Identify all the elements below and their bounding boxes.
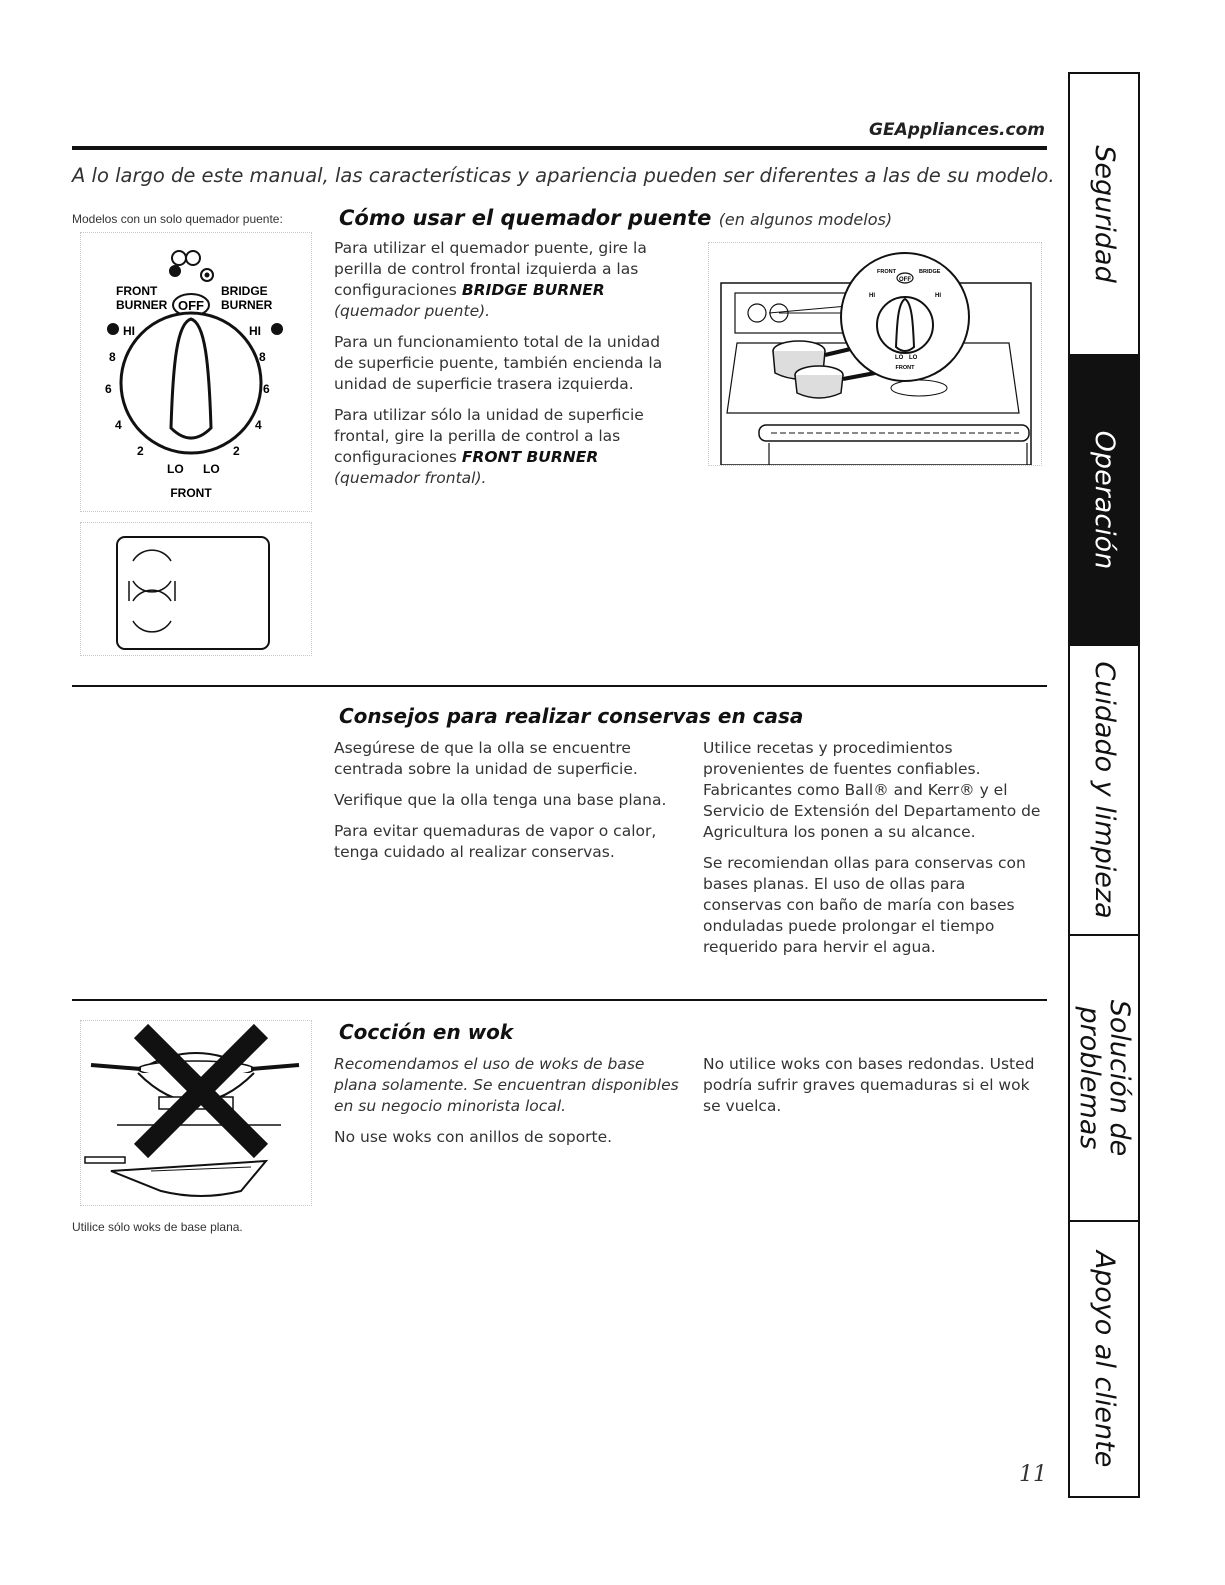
svg-text:LO: LO [909, 355, 918, 361]
bridge-section-text: Para utilizar el quemador puente, gire la perilla de control frontal izquierda a las configuraciones BRIDGE BURNER (quemador puente). Para un funcionamiento total de la unidad de superficie puente, también encienda la unidad de superficie trasera izquierda. Para utilizar sólo la unidad de superficie frontal, gire la perilla de control a las configuraciones FRONT BURNER (quemador frontal). [334, 239, 663, 487]
svg-text:LO: LO [895, 355, 904, 361]
tab-label: Seguridad [1089, 145, 1120, 283]
tab-cuidado-y-limpieza[interactable] [1070, 646, 1138, 936]
svg-text:4: 4 [115, 418, 122, 432]
section-rule-1 [72, 685, 1047, 687]
page-subtitle: A lo largo de este manual, las características y apariencia pueden ser diferentes a las de su modelo. [72, 164, 1055, 187]
svg-text:4: 4 [255, 418, 262, 432]
svg-text:FRONT: FRONT [895, 365, 915, 371]
section-rule-2 [72, 999, 1047, 1001]
page-number: 11 [1019, 1462, 1047, 1487]
svg-text:BRIDGE: BRIDGE [919, 269, 941, 275]
canning-right-text: Utilice recetas y procedimientos provenientes de fuentes confiables. Fabricantes como Ball® and Kerr® y el Servicio de Extensión del Departamento de Agricultura los ponen a su alcance. Se recomiendan ollas para conservas con bases planas. El uso de ollas para conservas con baño de maría con bases onduladas puede prolongar el tiempo requerido para hervir el agua. [703, 739, 1041, 956]
bridge-section-title: Cómo usar el quemador puente (en algunos modelos) [339, 206, 893, 230]
svg-text:2: 2 [137, 444, 144, 458]
knob-diagram [80, 232, 312, 512]
bridge-burner-label: BRIDGE [221, 284, 268, 298]
bridge-burner-layout-diagram [80, 522, 312, 656]
tab-label: Cuidado y limpieza [1089, 661, 1120, 919]
tab-label: Operación [1089, 430, 1120, 570]
site-url: GEAppliances.com [869, 120, 1045, 140]
svg-text:8: 8 [259, 350, 266, 364]
wok-figure-caption: Utilice sólo woks de base plana. [72, 1220, 243, 1234]
svg-text:8: 8 [109, 350, 116, 364]
canning-section-title: Consejos para realizar conservas en casa [339, 704, 804, 728]
tab-solucion-de-problemas[interactable] [1070, 936, 1138, 1222]
tab-label: Solución de problemas [1074, 999, 1135, 1157]
section-tabs [1068, 72, 1140, 1498]
svg-text:HI: HI [249, 324, 261, 338]
knob-figure-caption: Modelos con un solo quemador puente: [72, 212, 283, 226]
front-label: FRONT [170, 486, 212, 500]
svg-text:OFF: OFF [899, 277, 911, 283]
svg-text:BURNER: BURNER [116, 298, 168, 312]
svg-text:FRONT: FRONT [877, 269, 896, 275]
svg-text:HI: HI [123, 324, 135, 338]
svg-text:6: 6 [105, 382, 112, 396]
wok-right-text: No utilice woks con bases redondas. Usted podría sufrir graves quemaduras si el wok se vuelca. [703, 1055, 1035, 1115]
tab-operacion[interactable] [1070, 356, 1138, 646]
wok-section-title: Cocción en wok [339, 1020, 514, 1044]
off-label: OFF [178, 298, 204, 313]
tab-label: Apoyo al cliente [1089, 1250, 1120, 1468]
svg-text:LO: LO [203, 462, 220, 476]
header-rule [72, 146, 1047, 150]
front-indicator-icon [169, 265, 181, 277]
svg-text:LO: LO [167, 462, 184, 476]
svg-text:HI: HI [869, 293, 875, 299]
wok-illustration [80, 1020, 312, 1206]
svg-text:HI: HI [935, 293, 941, 299]
svg-text:BURNER: BURNER [221, 298, 273, 312]
canning-left-text: Asegúrese de que la olla se encuentre centrada sobre la unidad de superficie. Verifique que la olla tenga una base plana. Para evitar quemaduras de vapor o calor, tenga cuidado al realizar conservas. [334, 739, 667, 861]
rear-indicator-icon [172, 251, 186, 265]
front-burner-label: FRONT [116, 284, 158, 298]
range-illustration [708, 242, 1042, 466]
svg-text:2: 2 [233, 444, 240, 458]
tab-apoyo-al-cliente[interactable] [1070, 1222, 1138, 1496]
svg-text:6: 6 [263, 382, 270, 396]
wok-left-text: Recomendamos el uso de woks de base plana solamente. Se encuentran disponibles en su negocio minorista local. No use woks con anillos de soporte. [334, 1055, 679, 1146]
tab-seguridad[interactable] [1070, 74, 1138, 356]
